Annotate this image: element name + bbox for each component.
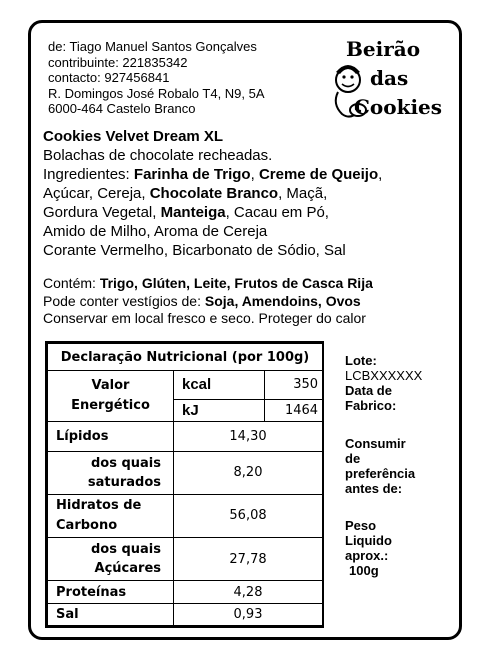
table-row [48, 371, 323, 399]
contains-label: Contém: [43, 275, 100, 291]
product-info [43, 127, 382, 260]
sender-postal: 6000-464 Castelo Branco [48, 101, 196, 116]
ingredient-allergen: Creme de Queijo [258, 166, 379, 183]
mfg-date-label: Fabrico: [345, 398, 397, 413]
table-row [48, 494, 323, 537]
lipids-label: Lípidos [48, 421, 174, 451]
carbs-label [48, 494, 174, 537]
ingredient-text: , Maçã, [278, 185, 328, 202]
saturated-label [48, 452, 174, 494]
energy-label-line: Valor [91, 378, 130, 394]
logo-line-3: Cookies [354, 95, 443, 119]
table-row [48, 452, 323, 494]
ingredient-text: Açúcar, Cereja, [43, 185, 150, 202]
sender-address: R. Domingos José Robalo T4, N9, 5A [48, 85, 265, 101]
kj-unit: kJ [174, 399, 265, 421]
brand-logo [328, 38, 450, 122]
nutrition-table [45, 341, 324, 628]
sender-name: de: Tiago Manuel Santos Gonçalves [48, 39, 257, 54]
ingredients-line-1 [43, 165, 382, 184]
lot-value: LCBXXXXXX [345, 368, 423, 383]
best-before-label: de [345, 451, 361, 466]
table-row [48, 603, 323, 625]
product-name: Cookies Velvet Dream XL [43, 128, 224, 145]
ingredient-text: Gordura Vegetal, [43, 204, 161, 221]
saturated-label-line: dos quais [90, 455, 161, 471]
kcal-value: 350 [265, 371, 323, 399]
sugars-label-line: Açúcares [94, 561, 161, 577]
mfg-date-label: Data de [345, 383, 392, 398]
weight-label: aprox.: [345, 548, 389, 563]
protein-label: Proteínas [48, 581, 174, 603]
contains-list: Trigo, Glúten, Leite, Frutos de Casca Rija [99, 275, 373, 291]
lot-label: Lote: [345, 353, 377, 368]
saturated-label-line: saturados [87, 474, 161, 490]
ingredient-text: , Cacau em Pó, [225, 204, 329, 221]
energy-label [48, 371, 174, 422]
sender-contact: contacto: 927456841 [48, 70, 170, 85]
logo-line-1: Beirão [346, 37, 421, 61]
ingredients-label: Ingredientes: [43, 166, 134, 183]
kcal-unit: kcal [174, 371, 265, 399]
best-before-label: antes de: [345, 481, 403, 496]
traces-label: Pode conter vestígios de: [43, 292, 205, 309]
table-row [48, 538, 323, 581]
sender-tax-id: contribuinte: 221835342 [48, 54, 188, 70]
carbs-label-line: Hidratos de [56, 497, 142, 513]
nutrition-title: Declaração Nutricional (por 100g) [48, 344, 323, 371]
best-before-label: preferência [345, 466, 416, 481]
allergen-info [43, 275, 373, 328]
product-description: Bolachas de chocolate recheadas. [43, 147, 273, 164]
ingredient-sep: , [250, 166, 259, 183]
ingredient-allergen: Chocolate Branco [149, 185, 279, 202]
sugars-value: 27,78 [174, 538, 323, 581]
storage-line: Conservar em local fresco e seco. Proteger do calor [43, 310, 366, 326]
ingredients-line-2 [43, 184, 382, 203]
sugars-label [48, 538, 174, 581]
sugars-label-line: dos quais [90, 542, 161, 558]
kj-value: 1464 [265, 399, 323, 421]
carbs-value: 56,08 [174, 494, 323, 537]
carbs-label-line: Carbono [56, 517, 118, 533]
ingredient-sep: , [378, 166, 383, 183]
protein-value: 4,28 [174, 581, 323, 603]
ingredients-line-5: Corante Vermelho, Bicarbonato de Sódio, Sal [43, 242, 346, 259]
weight-value: 100g [349, 563, 379, 578]
ingredients-line-4: Amido de Milho, Aroma de Cereja [43, 223, 268, 240]
table-row [48, 581, 323, 603]
sender-info [48, 39, 265, 117]
label-details [345, 353, 422, 578]
salt-value: 0,93 [174, 603, 323, 625]
salt-label: Sal [48, 603, 174, 625]
logo-line-2: das [370, 66, 409, 90]
ingredient-allergen: Farinha de Trigo [133, 166, 251, 183]
contains-line [43, 275, 373, 293]
ingredients-line-3 [43, 203, 382, 222]
weight-label: Peso [345, 518, 377, 533]
energy-label-line: Energético [71, 398, 150, 414]
table-row [48, 421, 323, 451]
best-before-label: Consumir [345, 436, 406, 451]
saturated-value: 8,20 [174, 452, 323, 494]
ingredient-allergen: Manteiga [160, 204, 226, 221]
lipids-value: 14,30 [174, 421, 323, 451]
table-row [48, 344, 323, 371]
weight-label: Liquido [345, 533, 392, 548]
traces-line [43, 293, 373, 311]
traces-list: Soja, Amendoins, Ovos [204, 292, 361, 309]
